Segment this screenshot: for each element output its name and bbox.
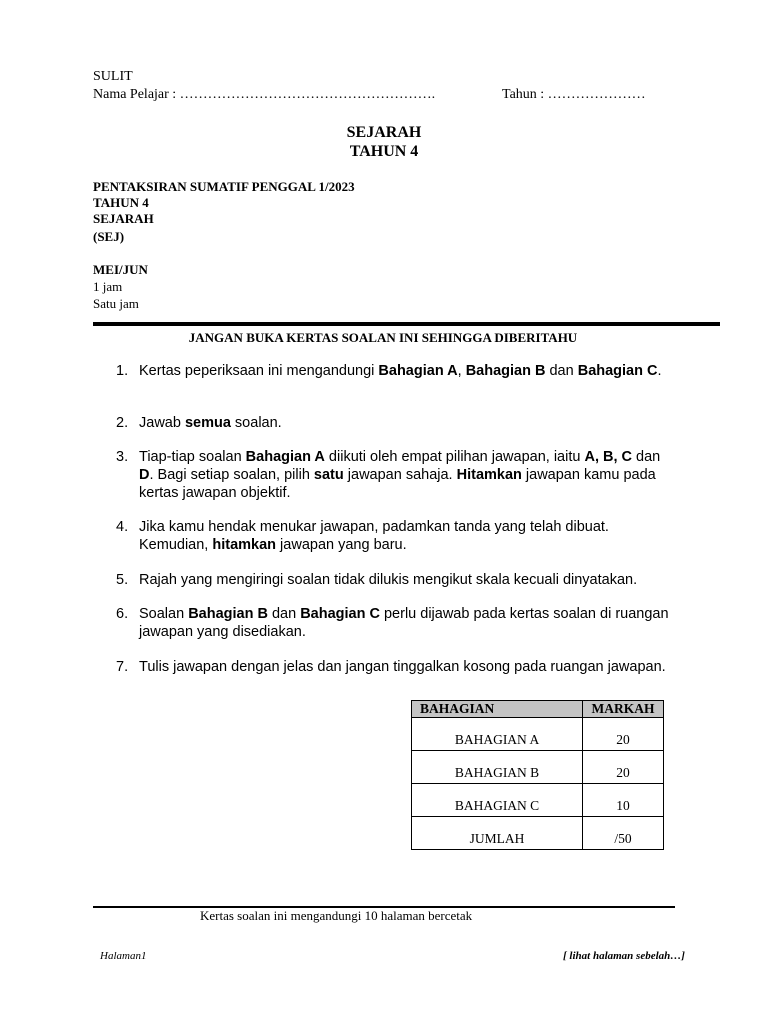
- instruction-item: [116, 571, 676, 589]
- session-info: MEI/JUN: [93, 262, 148, 277]
- next-page-note: [ lihat halaman sebelah…]: [563, 950, 685, 962]
- emphasis: satu: [313, 467, 344, 483]
- instruction-number: 1.: [116, 363, 129, 379]
- instruction-text: Soalan Bahagian B dan Bahagian C perlu dijawab pada kertas soalan di ruangan jawapan yang disediakan.: [139, 606, 669, 640]
- instruction-text: Rajah yang mengiringi soalan tidak dilukis mengikut skala kecuali dinyatakan.: [139, 572, 638, 588]
- table-row: [412, 817, 664, 850]
- assessment-name: PENTAKSIRAN SUMATIF PENGGAL 1/2023: [93, 179, 355, 194]
- header-bahagian: BAHAGIAN: [412, 701, 583, 718]
- warning-text: JANGAN BUKA KERTAS SOALAN INI SEHINGGA DIBERITAHU: [188, 330, 578, 345]
- emphasis: semua: [184, 415, 231, 431]
- marks-cell: 20: [583, 718, 664, 751]
- page-count-note: Kertas soalan ini mengandungi 10 halaman bercetak: [200, 908, 473, 923]
- instruction-text: Jawab semua soalan.: [139, 415, 282, 431]
- instruction-number: 6.: [116, 606, 129, 622]
- instruction-item: [116, 414, 676, 432]
- page-number: Halaman1: [100, 950, 147, 962]
- emphasis: Bahagian B: [188, 606, 268, 622]
- instruction-item: [116, 362, 676, 380]
- section-cell: BAHAGIAN C: [412, 784, 583, 817]
- subject-info: SEJARAH: [93, 211, 154, 226]
- emphasis: Bahagian C: [300, 606, 380, 622]
- emphasis: hitamkan: [212, 537, 277, 553]
- instruction-text: Jika kamu hendak menukar jawapan, padamkan tanda yang telah dibuat. Kemudian, hitamkan jawapan yang baru.: [139, 519, 609, 553]
- marks-table: [411, 700, 664, 850]
- emphasis: Bahagian B: [465, 363, 546, 379]
- subject-code: (SEJ): [93, 229, 125, 244]
- emphasis: A, B, C: [584, 449, 632, 465]
- emphasis: Bahagian C: [577, 363, 658, 379]
- instruction-text: Tulis jawapan dengan jelas dan jangan tinggalkan kosong pada ruangan jawapan.: [139, 659, 666, 675]
- instruction-number: 7.: [116, 659, 129, 675]
- instruction-number: 2.: [116, 415, 129, 431]
- table-row: [412, 784, 664, 817]
- duration-words: Satu jam: [93, 296, 139, 311]
- instruction-item: [116, 658, 676, 676]
- year-field: Tahun : …………………: [502, 87, 646, 102]
- header-divider: [93, 322, 720, 326]
- header-markah: MARKAH: [583, 701, 664, 718]
- grade-title: TAHUN 4: [349, 143, 419, 160]
- instruction-item: [116, 605, 676, 641]
- classification-label: SULIT: [93, 69, 133, 84]
- subject-title: SEJARAH: [346, 124, 422, 141]
- instruction-number: 3.: [116, 449, 129, 465]
- marks-cell: 10: [583, 784, 664, 817]
- section-cell: JUMLAH: [412, 817, 583, 850]
- instruction-item: [116, 518, 676, 554]
- instruction-number: 5.: [116, 572, 129, 588]
- marks-cell: /50: [583, 817, 664, 850]
- instruction-text: Tiap-tiap soalan Bahagian A diikuti oleh empat pilihan jawapan, iaitu A, B, C dan D. Bagi setiap soalan, pilih satu jawapan sahaja. Hitamkan jawapan kamu pada kertas jawapan objektif.: [139, 449, 661, 501]
- duration-numeric: 1 jam: [93, 279, 123, 294]
- section-cell: BAHAGIAN A: [412, 718, 583, 751]
- student-name-field: Nama Pelajar : ……………………………………………….: [93, 87, 436, 102]
- instruction-number: 4.: [116, 519, 129, 535]
- emphasis: Bahagian A: [245, 449, 325, 465]
- section-cell: BAHAGIAN B: [412, 751, 583, 784]
- table-row: [412, 751, 664, 784]
- emphasis: Bahagian A: [378, 363, 458, 379]
- grade-info: TAHUN 4: [93, 195, 149, 210]
- instruction-text: Kertas peperiksaan ini mengandungi Bahagian A, Bahagian B dan Bahagian C.: [139, 363, 662, 379]
- emphasis: D: [139, 467, 150, 483]
- table-row: [412, 718, 664, 751]
- emphasis: Hitamkan: [456, 467, 522, 483]
- table-header-row: [412, 701, 664, 718]
- instruction-item: [116, 448, 676, 502]
- marks-cell: 20: [583, 751, 664, 784]
